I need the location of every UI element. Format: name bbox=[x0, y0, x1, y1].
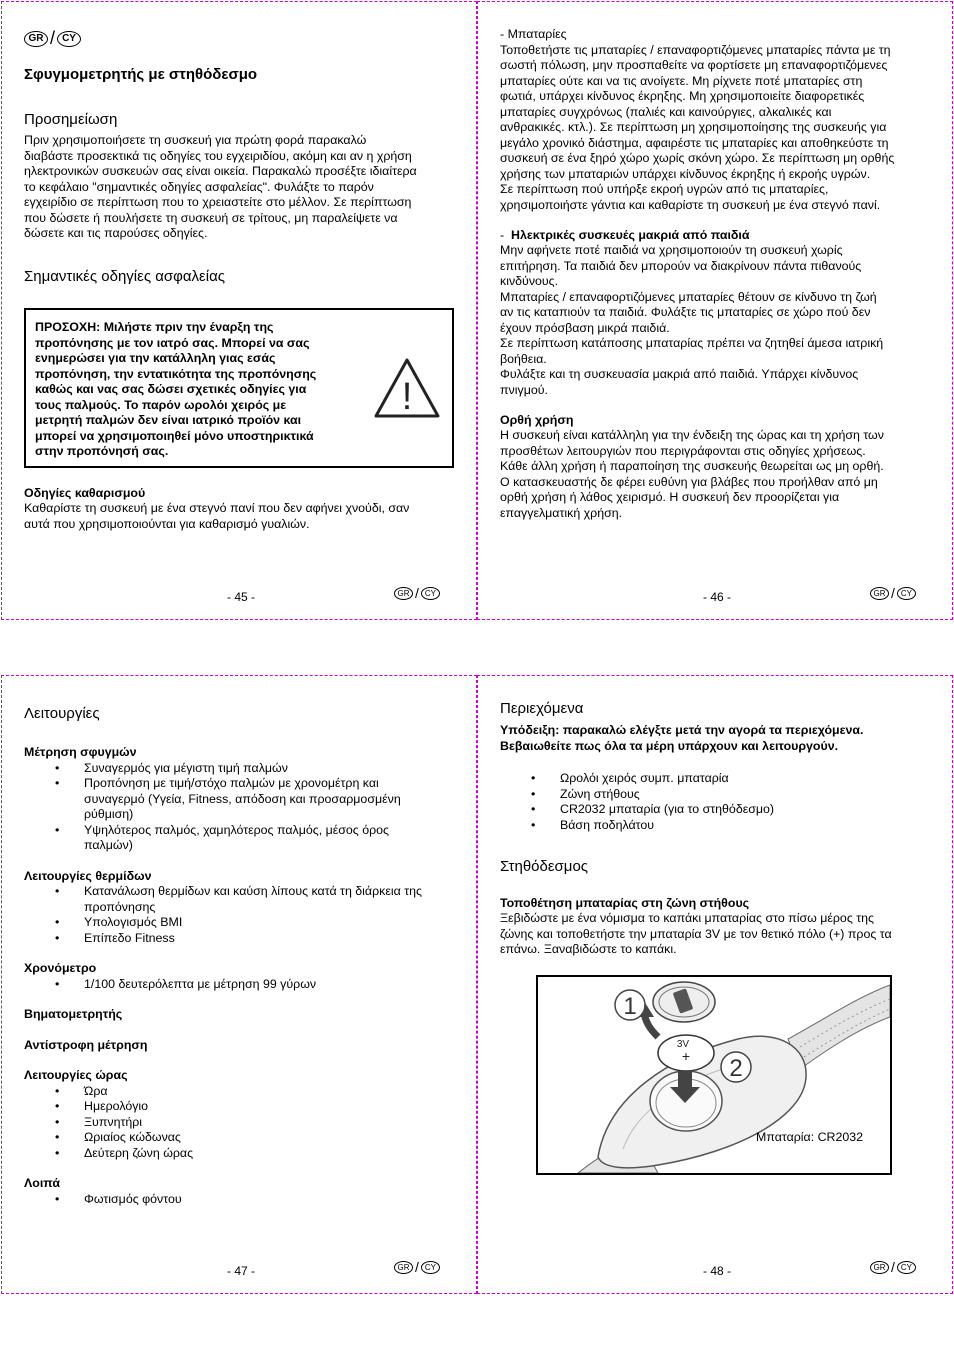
warning-box bbox=[24, 308, 454, 468]
list-item: • Υψηλότερος παλμός, χαμηλότερος παλμός, μέσος όρος παλμών) bbox=[24, 823, 464, 854]
list-item: • CR2032 μπαταρία (για το στηθόδεσμο) bbox=[500, 802, 940, 818]
language-badge-footer: GR / CY bbox=[870, 585, 916, 601]
list-item: • Φωτισμός φόντου bbox=[24, 1192, 464, 1208]
list-item: • Ημερολόγιο bbox=[24, 1099, 464, 1115]
svg-text:1: 1 bbox=[623, 993, 637, 1020]
svg-text:2: 2 bbox=[729, 1055, 743, 1082]
contents-list bbox=[500, 771, 940, 833]
note-text: Πριν χρησιμοποιήσετε τη συσκευή για πρώτη φορά παρακαλώ διαβάστε προσεκτικά τις οδηγίες του εγχειριδίου, ακόμη και αν η χρήση ηλεκτρονικών συσκευών σας είναι οικεία. Παρακαλώ προσέξτε ιδιαίτερα το κεφάλαιο "σημαντικές οδηγίες ασφαλείας". Φυλάξτε το παρόν εγχειρίδιο σε περίπτωση που το χρειαστείτε στο μέλλον. Σε περίπτωση που δώσετε ή πουλήσετε τη συσκευή σε τρίτους, μη παραλείψετε να δώσετε και τις παρούσες οδηγίες. bbox=[24, 133, 417, 240]
svg-text:+: + bbox=[681, 1048, 691, 1064]
figure-caption: Μπαταρία: CR2032 bbox=[756, 1130, 864, 1144]
list-item: • Προπόνηση με τιμή/στόχο παλμών με χρονομέτρη και συναγερμό (Υγεία, Fitness, απόδοση και προσαρμοσμένη ρύθμιση) bbox=[24, 776, 464, 823]
svg-text:!: ! bbox=[401, 376, 413, 418]
list-item: • Ζώνη στήθους bbox=[500, 787, 940, 803]
list-item: • Συναγερμός για μέγιστη τιμή παλμών bbox=[24, 761, 464, 777]
battery-insert-text: Ξεβιδώστε με ένα νόμισμα το καπάκι μπαταρίας στο πίσω μέρος της ζώνης και τοποθετήστε την μπαταρία 3V με τον θετικό πόλο (+) προς τα επάνω. Ξαναβιδώστε το καπάκι. bbox=[500, 911, 892, 956]
note-heading: Προσημείωση bbox=[24, 111, 118, 128]
battery-figure bbox=[536, 975, 892, 1175]
contents-heading: Περιεχόμενα bbox=[500, 700, 584, 717]
cleaning-heading: Οδηγίες καθαρισμού bbox=[24, 486, 146, 500]
page-47 bbox=[1, 675, 477, 1294]
page-45 bbox=[1, 1, 477, 620]
page-number: - 47 - bbox=[227, 1264, 256, 1278]
page-48 bbox=[477, 675, 953, 1294]
page-46 bbox=[477, 1, 953, 620]
functions-title: Λειτουργίες bbox=[24, 705, 100, 722]
battery-insert-heading: Τοποθέτηση μπαταρίας στη ζώνη στήθους bbox=[500, 896, 750, 910]
svg-text:3V: 3V bbox=[676, 1039, 690, 1050]
page-number: - 45 - bbox=[227, 590, 256, 604]
functions-list: Μέτρηση σφυγμών • Συναγερμός για μέγιστη τιμή παλμών • Προπόνηση με τιμή/στόχο παλμών με χρονομέτρη και συναγερμό (Υγεία, Fitness, απόδοση και προσαρμοσμένη ρύθμιση) • Υψηλότερος παλμός, χαμηλότερος παλμός, μέσος όρος παλμών) Λειτουργίες θερμίδων • Κατανάλωση θερμίδων και καύση λίπους κατά τη διάρκεια της προπόνησης • Υπολογισμός BMI • Επίπεδο Fitness Χρονόμετρο • 1/100 δευτερόλεπτα με μέτρηση 99 γύρων Βηματομετρητής Αντίστροφη μέτρηση Λειτουργίες ώρας • Ώρα • Ημερολόγιο • Ξυπνητήρι • Ωριαίος κώδωνας • Δεύτερη ζώνη ώρας Λοιπά • Φωτισμός φόντου bbox=[24, 745, 464, 1207]
list-item: • 1/100 δευτερόλεπτα με μέτρηση 99 γύρων bbox=[24, 977, 464, 993]
list-item: • Ωρολόι χειρός συμπ. μπαταρία bbox=[500, 771, 940, 787]
list-item: • Δεύτερη ζώνη ώρας bbox=[24, 1146, 464, 1162]
lang-gr: GR bbox=[24, 31, 48, 47]
list-item: • Βάση ποδηλάτου bbox=[500, 818, 940, 834]
chest-strap-heading: Στηθόδεσμος bbox=[500, 858, 589, 875]
warning-text: ΠΡΟΣΟΧΗ: Μιλήστε πριν την έναρξη της προπόνησης με τον ιατρό σας. Μπορεί να σας ενημερώσει για την κατάλληλη γιας εσάς προπόνηση, την εντατικότητα της προπόνησης καθώς και νας σας δώσει σχετικές οδηγίες για τους παλμούς. Το παρόν ωρολόι χειρός με μετρητή παλμών δεν είναι ιατρικό προϊόν και μπορεί να χρησιμοποιηθεί μόνο υποστηρικτικά στην προπόνησή σας. bbox=[35, 320, 317, 458]
list-item: • Κατανάλωση θερμίδων και καύση λίπους κατά τη διάρκεια της προπόνησης bbox=[24, 884, 464, 915]
use-heading: Ορθή χρήση bbox=[500, 413, 574, 427]
safety-heading: Σημαντικές οδηγίες ασφαλείας bbox=[24, 268, 225, 285]
language-badge: GR / CY bbox=[24, 28, 81, 49]
battery-section: - Μπαταρίες Τοποθετήστε τις μπαταρίες / επαναφορτιζόμενες μπαταρίες πάντα με τη σωστή πόλωση, μην προσπαθείτε να φορτίσετε μη επαναφορτιζόμενες μπαταρίες ούτε και να τις ανοίγετε. Μη ρίχνετε ποτέ μπαταρίες στη φωτιά, υπάρχει κίνδυνος έκρηξης. Μη χρησιμοποιείτε διαφορετικές μπαταρίες συγχρόνως (παλιές και καινούργιες, αλκαλικές και ανθρακικές. κτλ.). Σε περίπτωση μη χρησιμοποίησης της συσκευής για μεγάλο χρονικό διάστημα, αφαιρέστε τις μπαταρίες και αποθηκεύστε τη συσκευή σε ένα ξηρό χώρο χωρίς σκόνη χώρο. Σε περίπτωση μη ορθής χρήσης των μπαταριών υπάρχει κίνδυνος έκρηξης ή εκροής υγρών. Σε περίπτωση πού υπήρξε εκροή υγρών από τις μπαταρίες, χρησιμοποιήστε γάντια και καθαρίστε τη συσκευή με ένα στεγνό πανί. bbox=[500, 27, 895, 212]
language-badge-footer: GR / CY bbox=[394, 585, 440, 601]
page-number: - 48 - bbox=[703, 1264, 732, 1278]
list-item: • Υπολογισμός BMI bbox=[24, 915, 464, 931]
warning-triangle-icon bbox=[372, 356, 442, 420]
list-item: • Επίπεδο Fitness bbox=[24, 931, 464, 947]
children-text: Μην αφήνετε ποτέ παιδιά να χρησιμοποιούν τη συσκευή χωρίς επιτήρηση. Τα παιδιά δεν μπορούν να διακρίνουν πάντα πιθανούς κινδύνους. Μπαταρίες / επαναφορτιζόμενες μπαταρίες θέτουν σε κίνδυνο τη ζωή αν τις καταπιούν τα παιδιά. Φυλάξτε τις μπαταρίες σε χώρο πού δεν έχουν πρόσβαση μικρά παιδιά. Σε περίπτωση κατάποσης μπαταρίας πρέπει να ζητηθεί άμεσα ιατρική βοήθεια. Φυλάξτε και τη συσκευασία μακριά από παιδιά. Υπάρχει κίνδυνος πνιγμού. bbox=[500, 243, 884, 397]
list-item: • Ωριαίος κώδωνας bbox=[24, 1130, 464, 1146]
main-title: Σφυγμομετρητής με στηθόδεσμο bbox=[24, 66, 258, 83]
children-heading: - Ηλεκτρικές συσκευές μακριά από παιδιά bbox=[500, 228, 750, 242]
page-number: - 46 - bbox=[703, 590, 732, 604]
list-item: • Ώρα bbox=[24, 1084, 464, 1100]
contents-hint: Υπόδειξη: παρακαλώ ελέγξτε μετά την αγορά τα περιεχόμενα. Βεβαιωθείτε πως όλα τα μέρη υπάρχουν και λειτουργούν. bbox=[500, 723, 864, 753]
language-badge-footer: GR / CY bbox=[870, 1259, 916, 1275]
lang-cy: CY bbox=[57, 31, 81, 47]
cleaning-text: Καθαρίστε τη συσκευή με ένα στεγνό πανί που δεν αφήνει χνούδι, σαν αυτά που χρησιμοποιούνται για καθαρισμό γυαλιών. bbox=[24, 501, 410, 531]
use-text: Η συσκευή είναι κατάλληλη για την ένδειξη της ώρας και τη χρήση των προσθέτων λειτουργιών που περιγράφονται στις οδηγίες χρήσεως. Κάθε άλλη χρήση ή παραποίηση της συσκευής θεωρείται ως μη ορθή. Ο κατασκευαστής δε φέρει ευθύνη για βλάβες που προήλθαν από μη ορθή χρήση ή λάθος χειρισμό. Η συσκευή δεν προορίζεται για επαγγελματική χρήση. bbox=[500, 428, 884, 520]
language-badge-footer: GR / CY bbox=[394, 1259, 440, 1275]
list-item: • Ξυπνητήρι bbox=[24, 1115, 464, 1131]
